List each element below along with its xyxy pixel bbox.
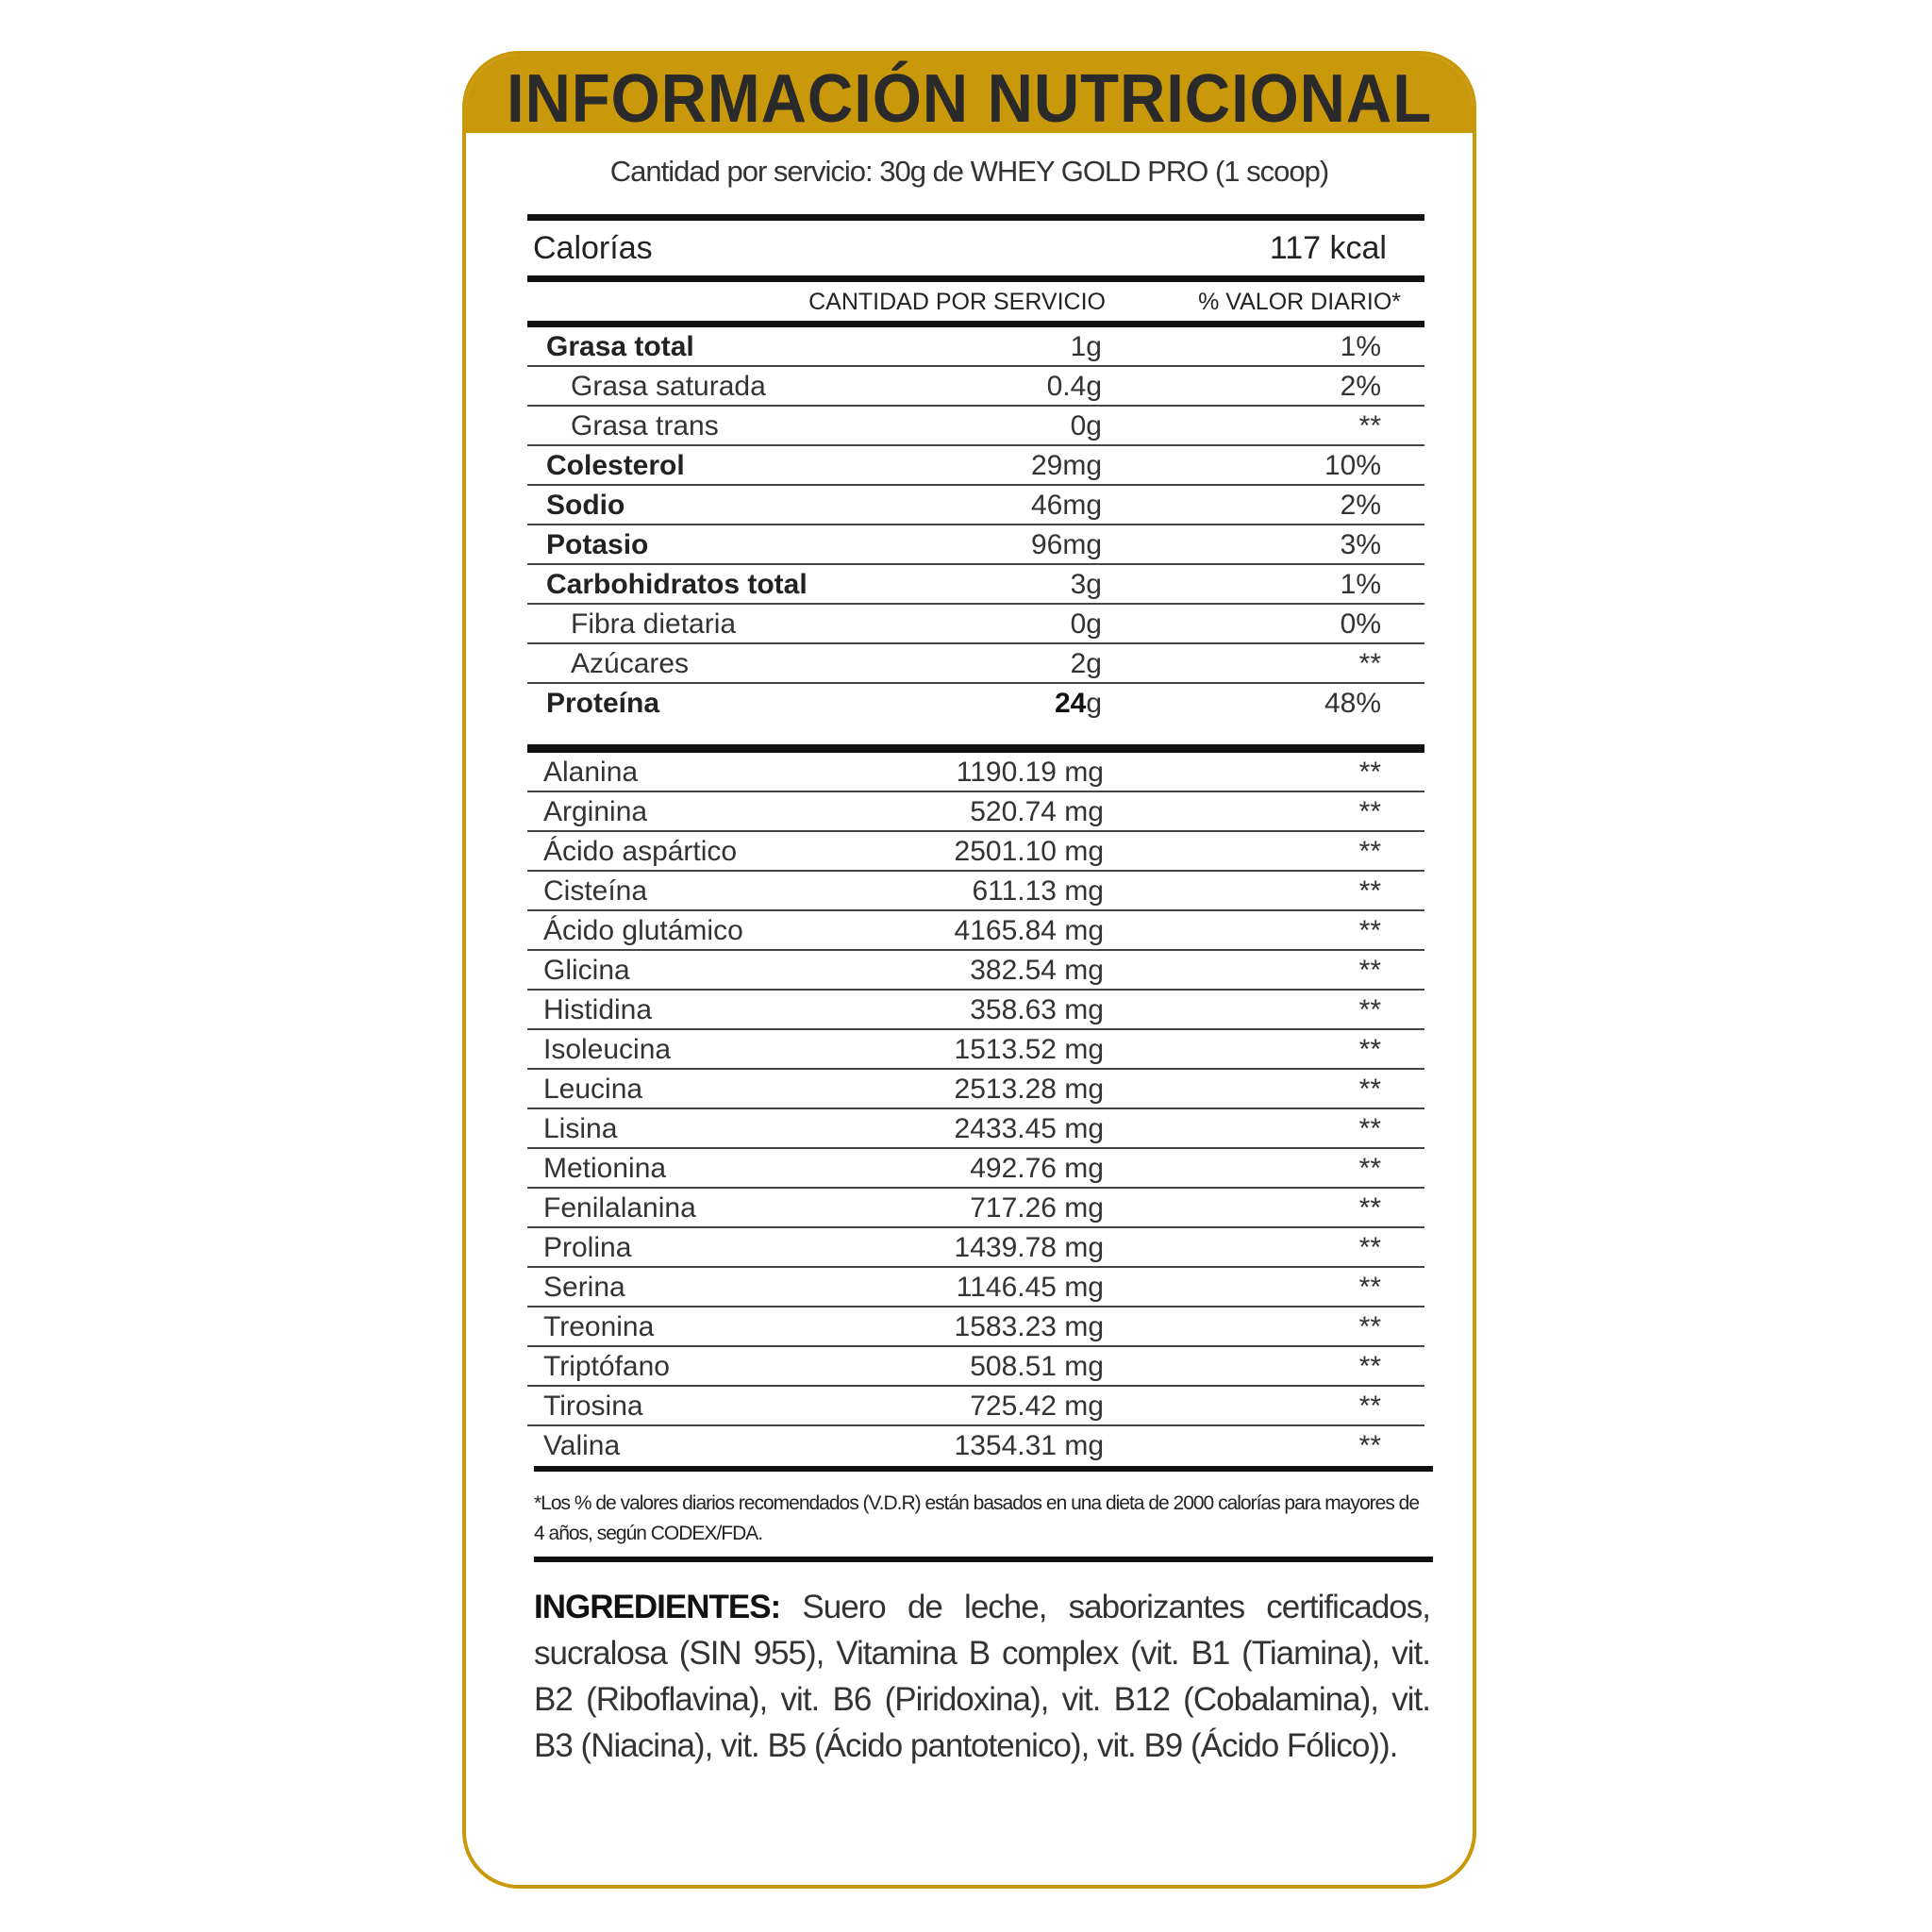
- aminoacid-amount: 1146.45 mg: [956, 1272, 1104, 1303]
- aminoacid-name: Valina: [543, 1430, 621, 1461]
- divider: [527, 744, 1424, 753]
- nutrient-name: Grasa saturada: [571, 371, 766, 402]
- aminoacid-name: Fenilalanina: [543, 1192, 696, 1224]
- ingredients-text: Suero de leche, saborizantes certificados, sucralosa (SIN 955), Vitamina B complex (vit. B1 (Tiamina), vit. B2 (Riboflavina), vit. B6 (Piridoxina), vit. B12 (Cobalamina), vit. B3 (Niacina), vit. B5 (Ácido pantotenico), vit. B9 (Ácido Fólico)).: [534, 1589, 1430, 1764]
- aminoacid-row: [527, 1228, 1424, 1268]
- nutrient-name: Carbohidratos total: [546, 569, 808, 600]
- nutrient-dv: 48%: [1324, 688, 1381, 719]
- aminoacid-row: [527, 1109, 1424, 1149]
- nutrient-name: Azúcares: [571, 648, 690, 679]
- divider: [527, 321, 1424, 327]
- aminoacid-amount: 1190.19 mg: [956, 757, 1104, 788]
- aminoacid-amount: 520.74 mg: [970, 796, 1104, 827]
- aminoacid-row: [527, 753, 1424, 792]
- aminoacid-name: Tirosina: [543, 1391, 643, 1422]
- nutrient-name: Proteína: [546, 688, 660, 719]
- nutrient-row: [527, 327, 1424, 367]
- aminoacid-amount: 1513.52 mg: [954, 1034, 1104, 1065]
- aminoacid-amount: 382.54 mg: [970, 955, 1104, 986]
- aminoacid-row: [527, 832, 1424, 872]
- column-headers: [527, 282, 1424, 321]
- nutrient-amount: 0g: [1070, 410, 1102, 441]
- amount-unit: g: [1086, 688, 1102, 719]
- aminoacid-amount: 358.63 mg: [970, 994, 1104, 1025]
- nutrient-dv: **: [1358, 648, 1381, 679]
- aminoacid-row: [527, 792, 1424, 832]
- aminoacid-name: Ácido glutámico: [543, 915, 743, 946]
- aminoacid-name: Ácido aspártico: [543, 836, 738, 867]
- aminoacid-name: Prolina: [543, 1232, 632, 1263]
- ingredients-label: INGREDIENTES:: [534, 1589, 781, 1625]
- aminoacid-dv: **: [1358, 1272, 1381, 1303]
- aminoacid-row: [527, 1149, 1424, 1189]
- divider: [527, 214, 1424, 221]
- aminoacid-dv: **: [1358, 1232, 1381, 1263]
- nutrient-dv: 2%: [1340, 371, 1381, 402]
- nutrient-row: [527, 565, 1424, 605]
- aminoacid-dv: **: [1358, 796, 1381, 827]
- aminoacid-dv: **: [1358, 1034, 1381, 1065]
- aminoacid-dv: **: [1358, 1153, 1381, 1184]
- aminoacid-name: Glicina: [543, 955, 630, 986]
- aminoacid-row: [527, 991, 1424, 1030]
- aminoacid-dv: **: [1358, 994, 1381, 1025]
- aminoacid-row: [527, 1189, 1424, 1228]
- aminoacid-row: [527, 1307, 1424, 1347]
- aminoacid-row: [527, 911, 1424, 951]
- aminoacid-dv: **: [1358, 1074, 1381, 1105]
- nutrient-row: [527, 525, 1424, 565]
- nutrient-amount: 2g: [1070, 648, 1102, 679]
- aminoacid-name: Triptófano: [543, 1351, 670, 1382]
- aminoacid-name: Cisteína: [543, 875, 648, 907]
- aminoacid-dv: **: [1358, 757, 1381, 788]
- nutrient-row: [527, 486, 1424, 525]
- aminoacid-dv: **: [1358, 1311, 1381, 1342]
- calories-value: 117 kcal: [1269, 230, 1387, 266]
- nutrient-amount: 29mg: [1030, 450, 1102, 481]
- aminoacid-dv: **: [1358, 1351, 1381, 1382]
- aminoacid-amount: 2513.28 mg: [954, 1074, 1104, 1105]
- nutrient-row: [527, 407, 1424, 446]
- serving-size: Cantidad por servicio: 30g de WHEY GOLD PRO (1 scoop): [609, 155, 1329, 188]
- aminoacid-amount: 1439.78 mg: [954, 1232, 1104, 1263]
- aminoacid-row: [527, 951, 1424, 991]
- nutrient-dv: 3%: [1340, 529, 1381, 560]
- aminoacid-dv: **: [1358, 836, 1381, 867]
- aminoacid-amount: 1583.23 mg: [954, 1311, 1104, 1342]
- aminoacid-name: Metionina: [543, 1153, 667, 1184]
- aminoacid-name: Treonina: [543, 1311, 655, 1342]
- nutrient-dv: 0%: [1340, 608, 1381, 640]
- nutrient-name: Grasa total: [546, 331, 694, 362]
- aminoacid-row: [527, 1268, 1424, 1307]
- aminoacid-amount: 725.42 mg: [970, 1391, 1104, 1422]
- nutrient-dv: 10%: [1324, 450, 1381, 481]
- ingredients: [534, 1584, 1430, 1769]
- aminoacid-dv: **: [1358, 1113, 1381, 1144]
- aminoacid-row: [527, 872, 1424, 911]
- nutrient-dv: 2%: [1340, 490, 1381, 521]
- aminoacid-row: [527, 1030, 1424, 1070]
- nutrient-dv: **: [1358, 410, 1381, 441]
- dv-header: % VALOR DIARIO*: [1198, 289, 1401, 315]
- aminoacid-dv: **: [1358, 1192, 1381, 1224]
- nutrient-dv: 1%: [1340, 331, 1381, 362]
- header-band: [466, 55, 1473, 137]
- nutrition-label: [462, 51, 1476, 1889]
- nutrient-amount: 96mg: [1030, 529, 1102, 560]
- nutrient-row: [527, 644, 1424, 684]
- nutrient-row: [527, 446, 1424, 486]
- nutrient-amount: 0g: [1070, 608, 1102, 640]
- aminoacid-amount: 1354.31 mg: [954, 1430, 1104, 1461]
- nutrient-amount: 0.4g: [1046, 371, 1102, 402]
- nutrient-row: [527, 684, 1424, 724]
- amount-value: 24: [1054, 688, 1087, 719]
- aminoacid-amount: 492.76 mg: [970, 1153, 1104, 1184]
- nutrient-row: [527, 605, 1424, 644]
- nutrient-amount: 1g: [1070, 331, 1102, 362]
- nutrient-name: Colesterol: [546, 450, 685, 481]
- nutrient-name: Fibra dietaria: [571, 608, 737, 640]
- nutrition-table: [527, 214, 1424, 1466]
- aminoacid-name: Lisina: [543, 1113, 618, 1144]
- aminoacid-name: Alanina: [543, 757, 639, 788]
- nutrient-row: [527, 367, 1424, 407]
- divider: [534, 1466, 1433, 1472]
- aminoacid-amount: 4165.84 mg: [954, 915, 1104, 946]
- nutrient-amount: [1055, 688, 1102, 720]
- aminoacid-name: Arginina: [543, 796, 648, 827]
- nutrient-amount: 3g: [1070, 569, 1102, 600]
- nutrient-name: Grasa trans: [571, 410, 719, 441]
- aminoacid-amount: 508.51 mg: [970, 1351, 1104, 1382]
- aminoacid-row: [527, 1426, 1424, 1466]
- aminoacid-amount: 2501.10 mg: [954, 836, 1104, 867]
- aminoacid-dv: **: [1358, 1430, 1381, 1461]
- aminoacid-name: Leucina: [543, 1074, 643, 1105]
- aminoacid-row: [527, 1070, 1424, 1109]
- amount-header: CANTIDAD POR SERVICIO: [808, 289, 1106, 315]
- aminoacid-dv: **: [1358, 1391, 1381, 1422]
- calories-label: Calorías: [533, 230, 653, 266]
- aminoacid-row: [527, 1347, 1424, 1387]
- aminoacid-amount: 2433.45 mg: [954, 1113, 1104, 1144]
- aminoacid-dv: **: [1358, 955, 1381, 986]
- aminoacid-name: Histidina: [543, 994, 653, 1025]
- aminoacid-name: Serina: [543, 1272, 625, 1303]
- aminoacid-amount: 611.13 mg: [972, 875, 1104, 907]
- aminoacid-name: Isoleucina: [543, 1034, 672, 1065]
- nutrient-amount: 46mg: [1030, 490, 1102, 521]
- nutrient-dv: 1%: [1340, 569, 1381, 600]
- footnote: *Los % de valores diarios recomendados (V.D.R) están basados en una dieta de 2000 calorías para mayores de 4 años, según CODEX/FDA.: [534, 1492, 1420, 1544]
- label-title: INFORMACIÓN NUTRICIONAL: [506, 61, 1433, 137]
- aminoacid-dv: **: [1358, 915, 1381, 946]
- aminoacid-amount: 717.26 mg: [970, 1192, 1104, 1224]
- aminoacid-dv: **: [1358, 875, 1381, 907]
- calories-row: [527, 221, 1424, 275]
- nutrient-name: Potasio: [546, 529, 649, 560]
- aminoacid-row: [527, 1387, 1424, 1426]
- divider: [534, 1557, 1433, 1562]
- nutrient-name: Sodio: [546, 490, 625, 521]
- divider: [527, 275, 1424, 282]
